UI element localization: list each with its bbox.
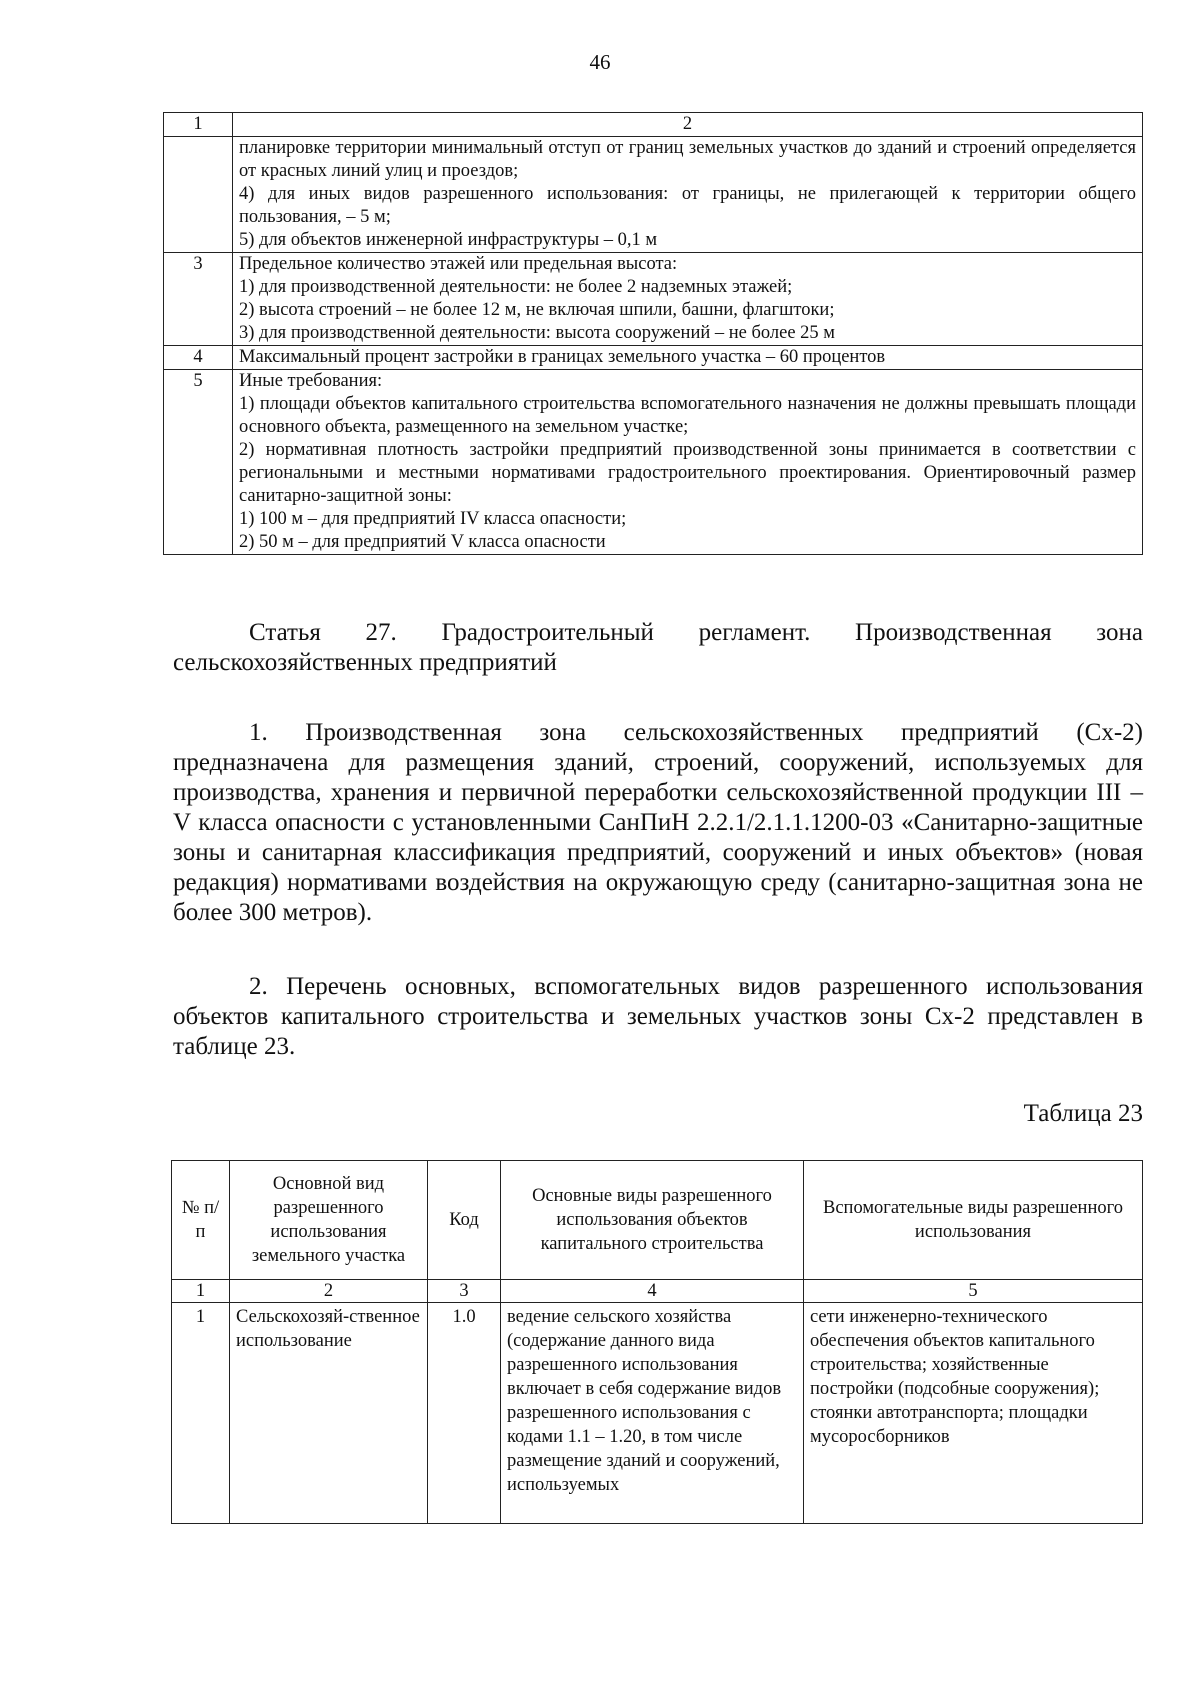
row-number: 3 — [164, 253, 233, 346]
table-row — [164, 370, 1143, 555]
requirements-table-continuation — [163, 112, 1143, 555]
table-row — [172, 1303, 1143, 1524]
row-content — [233, 346, 1143, 370]
table-row — [164, 253, 1143, 346]
header-main-uses: Основные виды разрешенного использования объектов капитального строительства — [501, 1161, 804, 1280]
row-number: 4 — [164, 346, 233, 370]
row-line: 3) для производственной деятельности: высота сооружений – не более 25 м — [239, 323, 836, 343]
column-number: 2 — [230, 1280, 428, 1303]
row-line: Максимальный процент застройки в границах земельного участка – 60 процентов — [239, 347, 886, 367]
paragraph-1: 1. Производственная зона сельскохозяйственных предприятий (Сх-2) предназначена для размещения зданий, строений, сооружений, используемых для производства, хранения и первичной переработки сельскохозяйственной продукции III – V класса опасности с установленными СанПиН 2.2.1/2.1.1.1200-03 «Санитарно-защитные зоны и санитарная классификация предприятий, сооружений и иных объектов» (новая редакция) нормативами воздействия на окружающую среду (санитарно-защитная зона не более 300 метров). — [173, 719, 1143, 926]
header-number: № п/п — [172, 1161, 230, 1280]
row-line: 1) площади объектов капитального строительства вспомогательного назначения не должны превышать площади основного объекта, размещенного на земельном участке; — [239, 394, 1136, 437]
row-line: 2) нормативная плотность застройки предприятий производственной зоны принимается в соответствии с региональными и местными нормативами градостроительного проектирования. Ориентировочный размер санитарно-защитной зоны: — [239, 440, 1136, 506]
table-row — [164, 137, 1143, 253]
row-line: 1) для производственной деятельности: не более 2 надземных этажей; — [239, 277, 793, 297]
article-title-line-1 — [173, 618, 1143, 648]
row-aux-uses: сети инженерно-технического обеспечения объектов капитального строительства; хозяйственные постройки (подсобные сооружения); стоянки автотранспорта; площадки мусоросборников — [804, 1303, 1143, 1524]
table-23 — [171, 1160, 1143, 1524]
row-line: 1) 100 м – для предприятий IV класса опасности; — [239, 509, 627, 529]
row-content — [233, 253, 1143, 346]
row-number: 1 — [172, 1303, 230, 1524]
table-header-row — [164, 113, 1143, 137]
column-number: 4 — [501, 1280, 804, 1303]
row-main-uses: ведение сельского хозяйства (содержание данного вида разрешенного использования включает в себя содержание видов разрешенного использования с кодами 1.1 – 1.20, в том числе размещение зданий и сооружений, используемых — [501, 1303, 804, 1524]
row-line: 2) 50 м – для предприятий V класса опасности — [239, 532, 606, 552]
article-heading — [173, 618, 1143, 678]
row-line: 2) высота строений – не более 12 м, не включая шпили, башни, флагштоки; — [239, 300, 835, 320]
header-aux-uses: Вспомогательные виды разрешенного использования — [804, 1161, 1143, 1280]
column-number: 3 — [428, 1280, 501, 1303]
header-code: Код — [428, 1161, 501, 1280]
row-line: 4) для иных видов разрешенного использования: от границы, не прилегающей к территории общего пользования, – 5 м; — [239, 184, 1136, 227]
header-col-2: 2 — [233, 113, 1143, 137]
row-line: Иные требования: — [239, 371, 383, 391]
row-code: 1.0 — [428, 1303, 501, 1524]
header-col-1: 1 — [164, 113, 233, 137]
article-title: Статья 27. Градостроительный регламент. Производственная зона — [249, 619, 1143, 646]
row-content — [233, 370, 1143, 555]
table-row — [164, 346, 1143, 370]
row-content — [233, 137, 1143, 253]
column-number: 1 — [172, 1280, 230, 1303]
row-number — [164, 137, 233, 253]
table-caption: Таблица 23 — [1023, 1100, 1143, 1127]
table-header-row — [172, 1161, 1143, 1280]
row-line: 5) для объектов инженерной инфраструктуры – 0,1 м — [239, 230, 658, 250]
row-line: планировке территории минимальный отступ от границ земельных участков до зданий и строений определяется от красных линий улиц и проездов; — [239, 138, 1136, 181]
row-number: 5 — [164, 370, 233, 555]
column-numbers-row — [172, 1280, 1143, 1303]
header-land-use: Основной вид разрешенного использования земельного участка — [230, 1161, 428, 1280]
article-title-line-2: сельскохозяйственных предприятий — [173, 649, 557, 676]
column-number: 5 — [804, 1280, 1143, 1303]
page-number: 46 — [589, 50, 611, 74]
row-line: Предельное количество этажей или предельная высота: — [239, 254, 678, 274]
row-land-use: Сельскохозяй-ственное использование — [230, 1303, 428, 1524]
paragraph-2: 2. Перечень основных, вспомогательных видов разрешенного использования объектов капитального строительства и земельных участков зоны Сх-2 представлен в таблице 23. — [173, 973, 1143, 1060]
